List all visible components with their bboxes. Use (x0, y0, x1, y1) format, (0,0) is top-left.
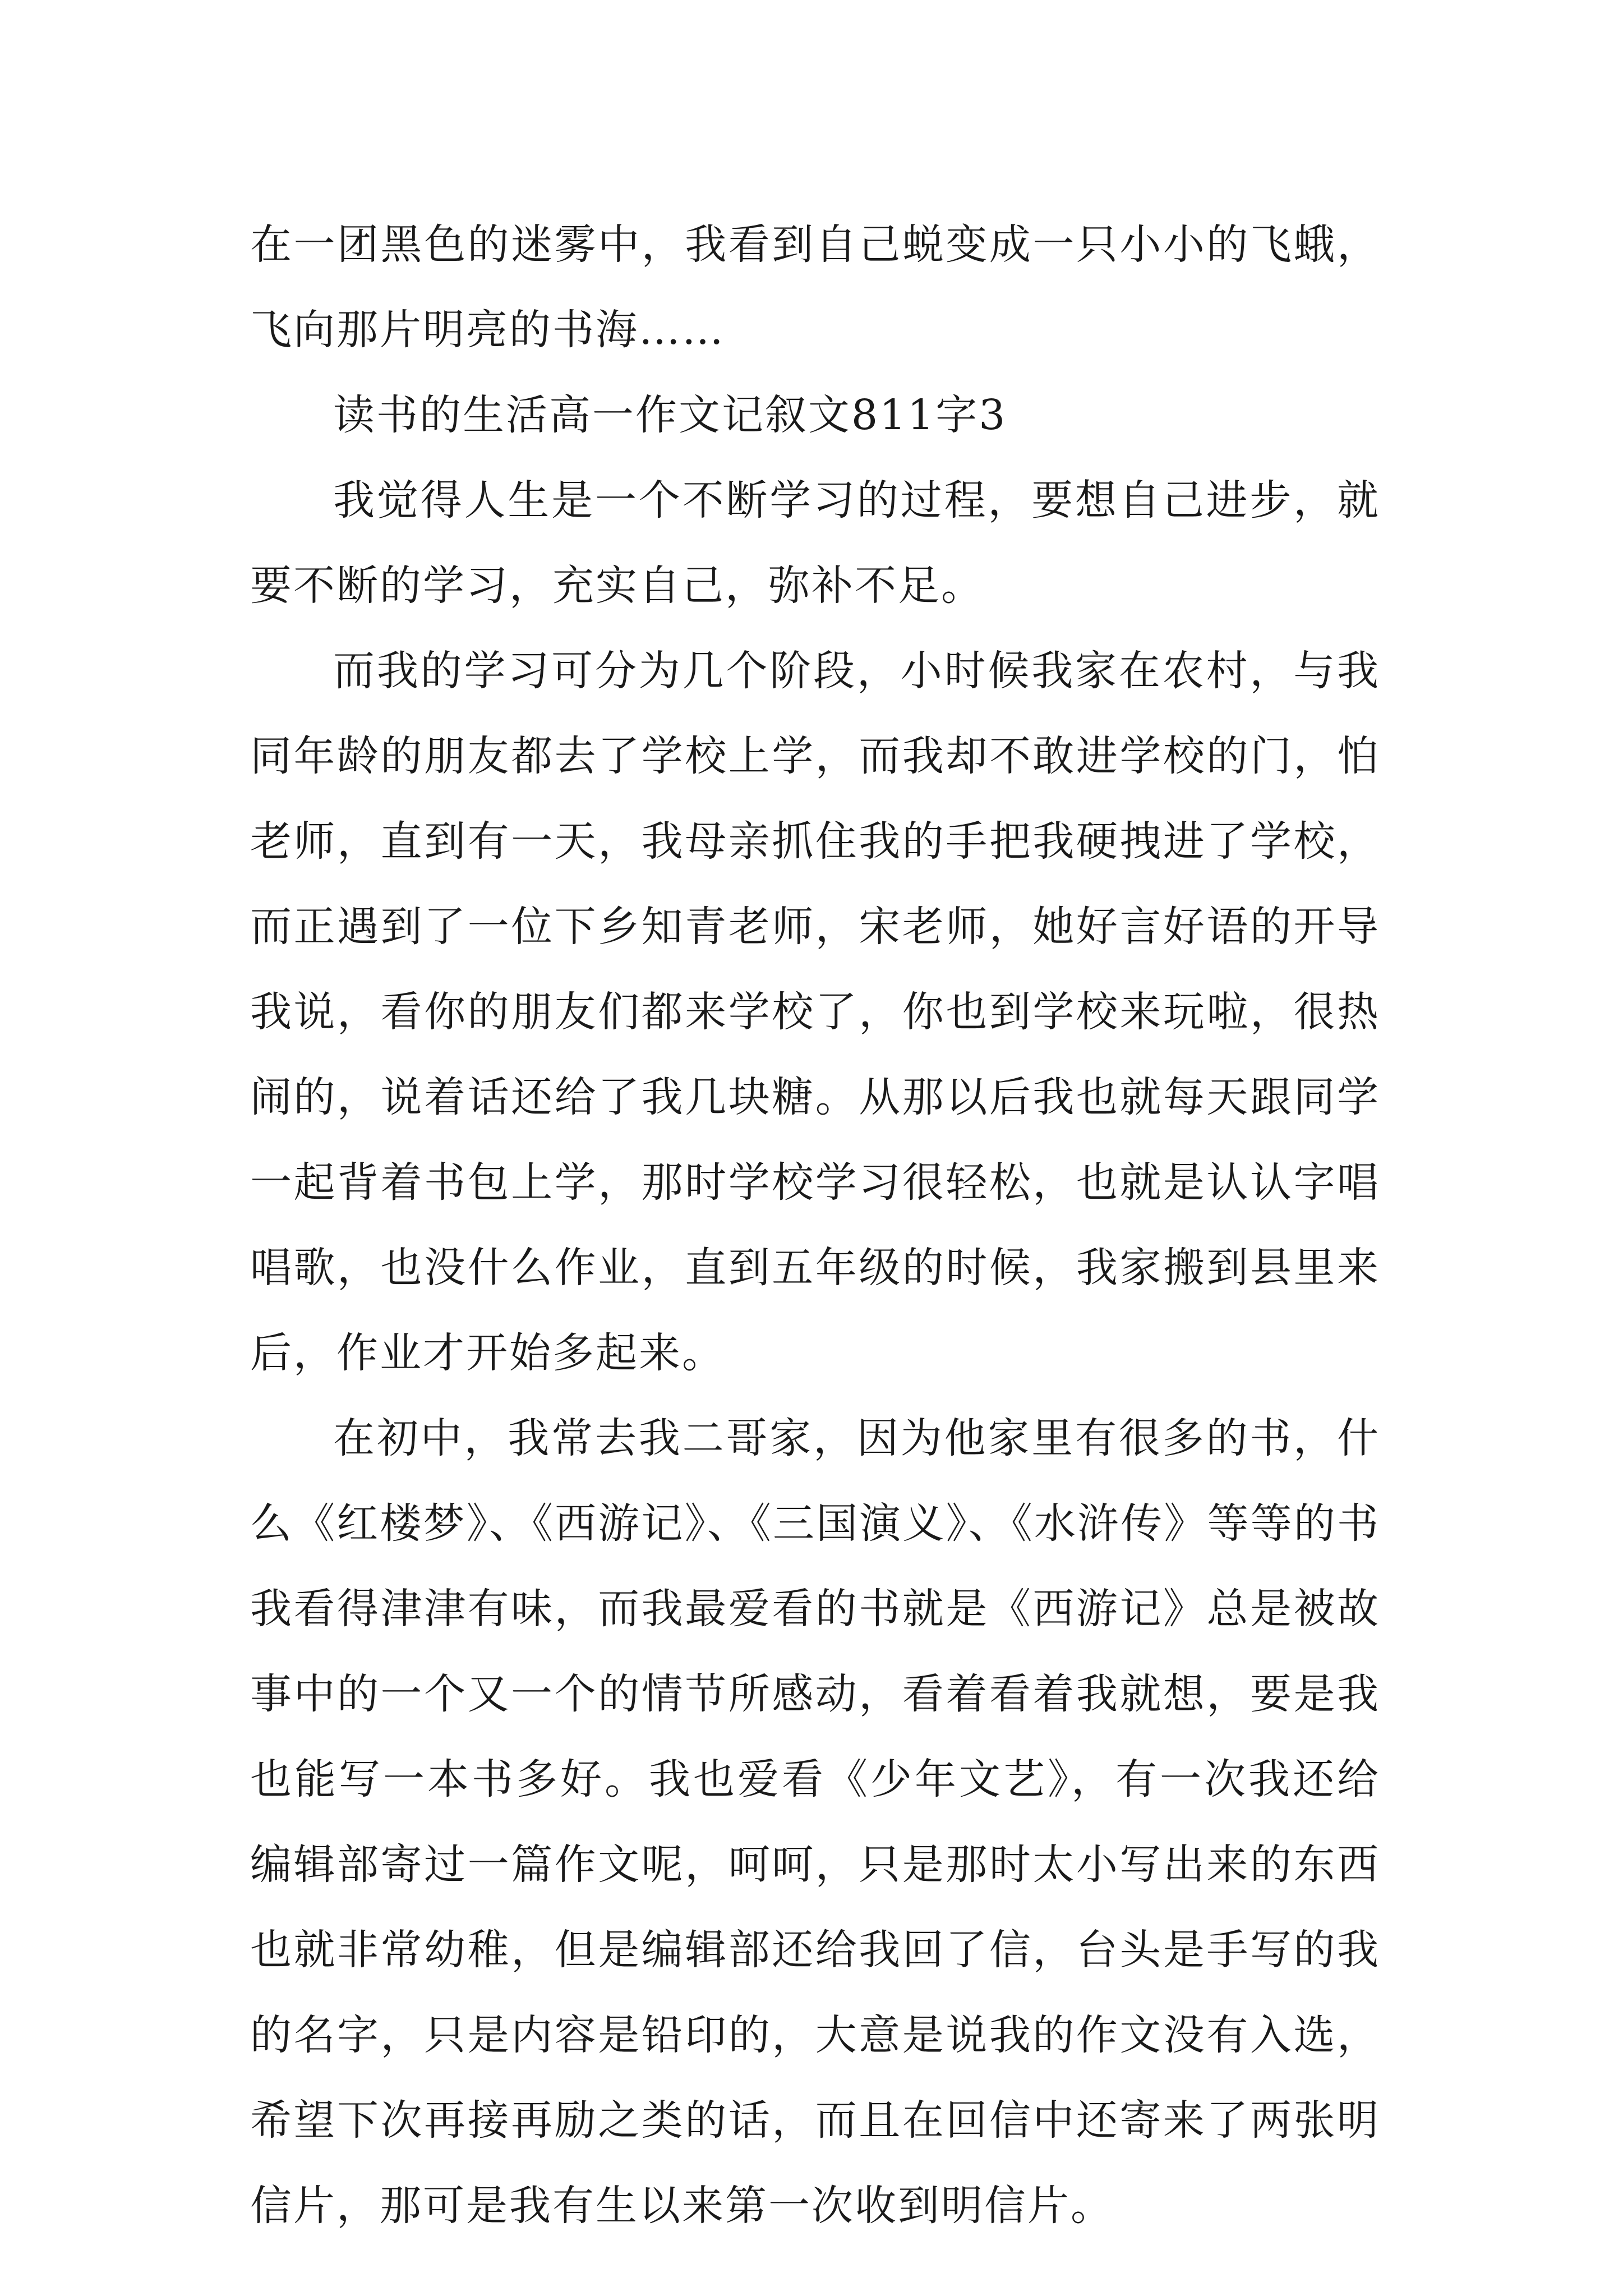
paragraph: 我觉得人生是一个不断学习的过程，要想自己进步，就要不断的学习，充实自己，弥补不足。 (250, 476, 1380, 610)
section-title: 读书的生活高一作文记叙文811字3 (333, 391, 1007, 439)
paragraph: 而我的学习可分为几个阶段，小时候我家在农村，与我同年龄的朋友都去了学校上学，而我却不敢进学校的门，怕老师，直到有一天，我母亲抓住我的手把我硬拽进了学校，而正遇到了一位下乡知青老师，宋老师，她好言好语的开导我说，看你的朋友们都来学校了，你也到学校来玩啦，很热闹的，说着话还给了我几块糖。从那以后我也就每天跟同学一起背着书包上学，那时学校学习很轻松，也就是认认字唱唱歌，也没什么作业，直到五年级的时候，我家搬到县里来后，作业才开始多起来。 (250, 647, 1380, 1377)
document-body (250, 202, 1380, 2248)
paragraph: 在初中，我常去我二哥家，因为他家里有很多的书，什么《红楼梦》、《西游记》、《三国演义》、《水浒传》等等的书我看得津津有味，而我最爱看的书就是《西游记》总是被故事中的一个又一个的情节所感动，看着看着我就想，要是我也能写一本书多好。我也爱看《少年文艺》，有一次我还给编辑部寄过一篇作文呢，呵呵，只是那时太小写出来的东西也就非常幼稚，但是编辑部还给我回了信，台头是手写的我的名字，只是内容是铅印的，大意是说我的作文没有入选，希望下次再接再励之类的话，而且在回信中还寄来了两张明信片，那可是我有生以来第一次收到明信片。 (250, 1414, 1380, 2230)
continued-paragraph: 在一团黑色的迷雾中，我看到自己蜕变成一只小小的飞蛾，飞向那片明亮的书海…… (250, 220, 1380, 354)
